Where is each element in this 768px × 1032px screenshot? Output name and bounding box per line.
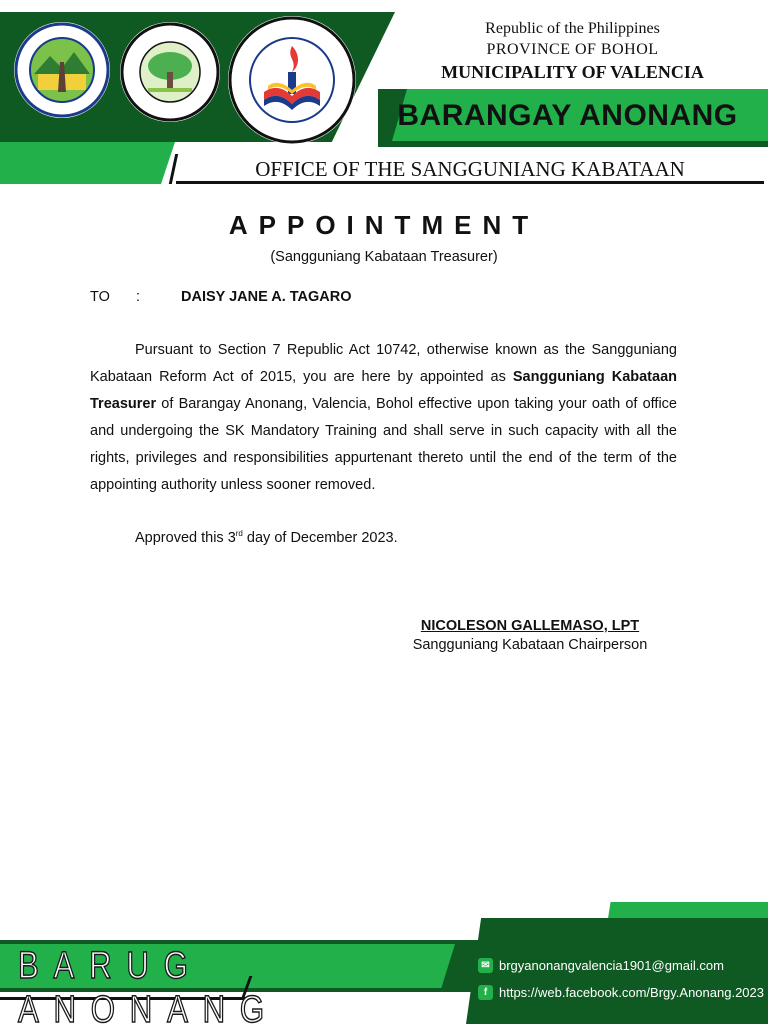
facebook-contact — [478, 985, 764, 1000]
office-title: OFFICE OF THE SANGGUNIANG KABATAAN — [255, 157, 685, 181]
email-contact — [478, 958, 724, 973]
facebook-text: https://web.facebook.com/Brgy.Anonang.2023 — [499, 985, 764, 1000]
approval-date — [135, 529, 398, 546]
signatory-name: NICOLESON GALLEMASO, LPT — [420, 618, 640, 634]
municipality-text: MUNICIPALITY OF VALENCIA — [441, 62, 704, 82]
sangguniang-kabataan-seal — [228, 16, 356, 144]
header-green-accent — [0, 142, 175, 184]
paragraph-position: Sangguniang Kabataan Treasurer — [90, 369, 677, 412]
facebook-icon: f — [478, 985, 493, 1000]
document-subtitle: (Sangguniang Kabataan Treasurer) — [270, 249, 498, 265]
approved-sup: rd — [235, 529, 243, 538]
appointment-paragraph — [90, 337, 677, 499]
barangay-anonang-seal — [120, 22, 220, 122]
email-text: brgyanonangvalencia1901@gmail.com — [499, 958, 724, 973]
province-text: PROVINCE OF BOHOL — [486, 41, 659, 58]
to-colon: : — [136, 289, 141, 305]
municipality-of-valencia-seal — [14, 22, 110, 118]
republic-text: Republic of the Philippines — [485, 20, 660, 37]
to-label: TO — [90, 289, 110, 305]
document-title: APPOINTMENT — [228, 210, 540, 240]
appointee-name: DAISY JANE A. TAGARO — [181, 289, 352, 305]
office-divider-slash — [169, 154, 178, 184]
barangay-title: BARANGAY ANONANG — [397, 99, 738, 132]
mail-icon: ✉ — [478, 958, 493, 973]
approved-pre: Approved this 3 — [135, 529, 236, 546]
signatory-title: Sangguniang Kabataan Chairperson — [412, 637, 648, 653]
footer-slogan: BARUG ANONANG — [18, 945, 279, 1031]
paragraph-text-1: Pursuant to Section 7 Republic Act 10742, otherwise known as the Sangguniang Kabataan Reform Act of 2015, you are here by appointed as — [90, 342, 677, 385]
approved-post: day of December 2023. — [242, 529, 398, 546]
paragraph-text-2: of Barangay Anonang, Valencia, Bohol effective upon taking your oath of office and undergoing the SK Mandatory Training and shall serve in such capacity with all the rights, privileges and responsibilities appurtenant thereto until the end of the term of the appointing authority unless sooner removed. — [90, 396, 677, 493]
